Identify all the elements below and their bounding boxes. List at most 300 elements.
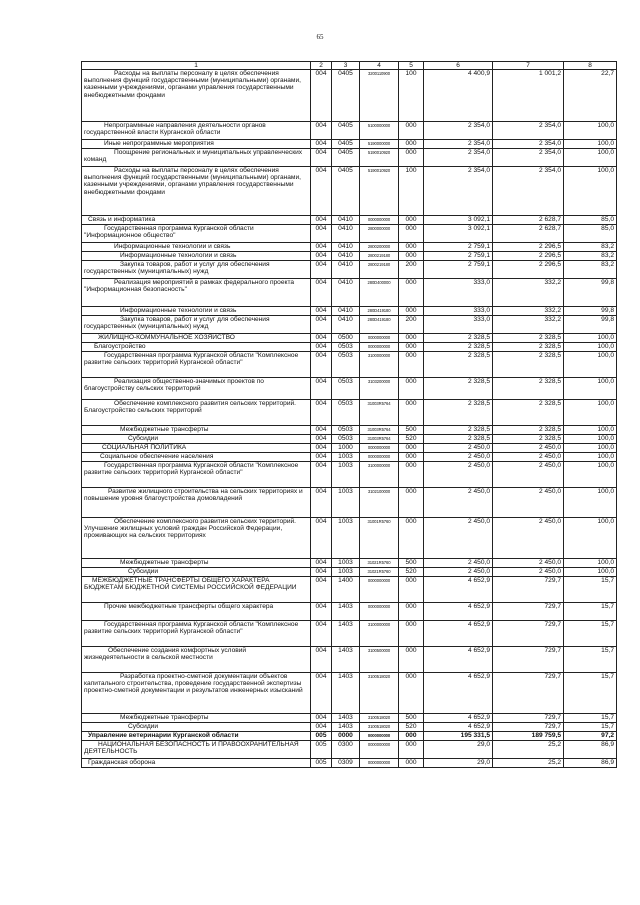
table-row (82, 352, 617, 378)
row-name-cell: Разработка проектно-сметной документации объектов капитального строительства, проведение государственной экспертизы проектно-сметной документации и результатов инженерных изысканий (82, 673, 311, 714)
actual-amount-cell: 25,2 (493, 759, 564, 768)
actual-amount-cell: 2 328,5 (493, 343, 564, 352)
planned-amount-cell: 2 354,0 (424, 167, 493, 216)
planned-amount-cell: 2 759,1 (424, 261, 493, 279)
row-name-cell: Субсидии (82, 568, 311, 577)
target-article-cell: 31003R5764 (360, 435, 399, 444)
row-name-cell: Государственная программа Курганской области "Комплексное развитие сельских территорий Курганской области" (82, 462, 311, 488)
section-code-cell: 0410 (332, 216, 360, 225)
admin-code-cell: 004 (311, 352, 332, 378)
table-row (82, 488, 617, 518)
table-row (82, 732, 617, 741)
section-code-cell: 0503 (332, 426, 360, 435)
row-name-cell: Иные непрограммные мероприятия (82, 140, 311, 149)
actual-amount-cell: 2 450,0 (493, 444, 564, 453)
section-code-cell: 1003 (332, 559, 360, 568)
planned-amount-cell: 2 328,5 (424, 352, 493, 378)
row-name-cell: Прочие межбюджетные трансферты общего характера (82, 603, 311, 621)
execution-percent-cell: 85,0 (564, 216, 617, 225)
header-cell: 1 (82, 62, 311, 70)
admin-code-cell: 004 (311, 122, 332, 140)
actual-amount-cell: 2 328,5 (493, 426, 564, 435)
actual-amount-cell: 2 450,0 (493, 488, 564, 518)
row-name-cell: Благоустройство (82, 343, 311, 352)
admin-code-cell: 004 (311, 307, 332, 316)
admin-code-cell: 004 (311, 343, 332, 352)
execution-percent-cell: 85,0 (564, 225, 617, 243)
target-article-cell: 3100518020 (360, 723, 399, 732)
table-row (82, 261, 617, 279)
actual-amount-cell: 2 450,0 (493, 559, 564, 568)
target-article-cell: 2800200000 (360, 243, 399, 252)
admin-code-cell: 004 (311, 435, 332, 444)
admin-code-cell: 004 (311, 518, 332, 559)
admin-code-cell: 005 (311, 732, 332, 741)
planned-amount-cell: 29,0 (424, 759, 493, 768)
row-name-cell: Субсидии (82, 435, 311, 444)
target-article-cell: 0000000000 (360, 453, 399, 462)
target-article-cell: 3100500000 (360, 647, 399, 673)
execution-percent-cell: 100,0 (564, 426, 617, 435)
expense-type-cell: 000 (399, 488, 424, 518)
actual-amount-cell: 189 759,5 (493, 732, 564, 741)
actual-amount-cell: 729,7 (493, 621, 564, 647)
target-article-cell: 2800219180 (360, 261, 399, 279)
table-row (82, 559, 617, 568)
actual-amount-cell: 2 450,0 (493, 453, 564, 462)
admin-code-cell: 004 (311, 378, 332, 400)
section-code-cell: 1403 (332, 621, 360, 647)
planned-amount-cell: 2 328,5 (424, 343, 493, 352)
table-row (82, 577, 617, 603)
expense-type-cell: 500 (399, 714, 424, 723)
row-name-cell: Поощрение региональных и муниципальных управленческих команд (82, 149, 311, 167)
execution-percent-cell: 100,0 (564, 343, 617, 352)
expense-type-cell: 000 (399, 621, 424, 647)
row-name-cell: Государственная программа Курганской области "Информационное общество" (82, 225, 311, 243)
execution-percent-cell: 15,7 (564, 714, 617, 723)
header-cell: 7 (493, 62, 564, 70)
table-row (82, 243, 617, 252)
section-code-cell: 1403 (332, 603, 360, 621)
row-name-cell: СОЦИАЛЬНАЯ ПОЛИТИКА (82, 444, 311, 453)
row-name-cell: НАЦИОНАЛЬНАЯ БЕЗОПАСНОСТЬ И ПРАВООХРАНИТЕЛЬНАЯ ДЕЯТЕЛЬНОСТЬ (82, 741, 311, 759)
row-name-cell: Расходы на выплаты персоналу в целях обеспечения выполнения функций государственными (муниципальными) органами, казенными учреждениями, органами управления государственными внебюджетными фондами (82, 70, 311, 122)
expense-type-cell: 000 (399, 122, 424, 140)
planned-amount-cell: 4 400,9 (424, 70, 493, 122)
expense-type-cell: 000 (399, 518, 424, 559)
target-article-cell: 31021R5760 (360, 559, 399, 568)
execution-percent-cell: 97,2 (564, 732, 617, 741)
admin-code-cell: 004 (311, 621, 332, 647)
admin-code-cell: 004 (311, 426, 332, 435)
row-name-cell: Непрограммные направления деятельности органов государственной власти Курганской области (82, 122, 311, 140)
target-article-cell: 31021R5760 (360, 568, 399, 577)
header-cell: 2 (311, 62, 332, 70)
section-code-cell: 0300 (332, 741, 360, 759)
actual-amount-cell: 729,7 (493, 647, 564, 673)
execution-percent-cell: 15,7 (564, 647, 617, 673)
planned-amount-cell: 2 450,0 (424, 453, 493, 462)
row-name-cell: Реализация мероприятий в рамках федерального проекта "Информационная безопасность" (82, 279, 311, 307)
expense-type-cell: 000 (399, 343, 424, 352)
expense-type-cell: 000 (399, 603, 424, 621)
execution-percent-cell: 100,0 (564, 140, 617, 149)
section-code-cell: 0503 (332, 435, 360, 444)
admin-code-cell: 004 (311, 225, 332, 243)
admin-code-cell: 005 (311, 741, 332, 759)
admin-code-cell: 004 (311, 714, 332, 723)
section-code-cell: 0405 (332, 70, 360, 122)
planned-amount-cell: 4 652,9 (424, 621, 493, 647)
target-article-cell: 3100000000 (360, 621, 399, 647)
row-name-cell: Межбюджетные трансферты (82, 559, 311, 568)
admin-code-cell: 004 (311, 488, 332, 518)
admin-code-cell: 004 (311, 559, 332, 568)
execution-percent-cell: 83,2 (564, 243, 617, 252)
section-code-cell: 0503 (332, 400, 360, 426)
target-article-cell: 5100000000 (360, 122, 399, 140)
planned-amount-cell: 4 652,9 (424, 577, 493, 603)
table-row (82, 307, 617, 316)
target-article-cell: 3100000000 (360, 352, 399, 378)
expense-type-cell: 000 (399, 225, 424, 243)
section-code-cell: 0309 (332, 759, 360, 768)
execution-percent-cell: 15,7 (564, 621, 617, 647)
actual-amount-cell: 729,7 (493, 673, 564, 714)
expense-type-cell: 000 (399, 279, 424, 307)
header-row (82, 62, 617, 70)
execution-percent-cell: 100,0 (564, 453, 617, 462)
execution-percent-cell: 100,0 (564, 400, 617, 426)
expense-type-cell: 000 (399, 140, 424, 149)
table-row (82, 122, 617, 140)
section-code-cell: 1003 (332, 488, 360, 518)
row-name-cell: Управление ветеринарии Курганской области (82, 732, 311, 741)
table-row (82, 444, 617, 453)
execution-percent-cell: 22,7 (564, 70, 617, 122)
admin-code-cell: 004 (311, 400, 332, 426)
section-code-cell: 1400 (332, 577, 360, 603)
planned-amount-cell: 333,0 (424, 316, 493, 334)
expense-type-cell: 000 (399, 378, 424, 400)
target-article-cell: 0000000000 (360, 732, 399, 741)
planned-amount-cell: 2 354,0 (424, 122, 493, 140)
planned-amount-cell: 4 652,9 (424, 714, 493, 723)
expense-type-cell: 000 (399, 307, 424, 316)
section-code-cell: 0410 (332, 307, 360, 316)
section-code-cell: 1003 (332, 462, 360, 488)
table-row (82, 252, 617, 261)
admin-code-cell: 004 (311, 70, 332, 122)
admin-code-cell: 004 (311, 568, 332, 577)
planned-amount-cell: 4 652,9 (424, 647, 493, 673)
expense-type-cell: 000 (399, 732, 424, 741)
planned-amount-cell: 4 652,9 (424, 723, 493, 732)
expense-type-cell: 000 (399, 444, 424, 453)
target-article-cell: 3102100000 (360, 488, 399, 518)
execution-percent-cell: 86,9 (564, 759, 617, 768)
planned-amount-cell: 3 092,1 (424, 216, 493, 225)
section-code-cell: 0410 (332, 316, 360, 334)
table-row (82, 225, 617, 243)
expense-type-cell: 000 (399, 741, 424, 759)
row-name-cell: Реализация общественно-значимых проектов по благоустройству сельских территорий (82, 378, 311, 400)
planned-amount-cell: 2 328,5 (424, 334, 493, 343)
admin-code-cell: 004 (311, 603, 332, 621)
row-name-cell: МЕЖБЮДЖЕТНЫЕ ТРАНСФЕРТЫ ОБЩЕГО ХАРАКТЕРА БЮДЖЕТАМ БЮДЖЕТНОЙ СИСТЕМЫ РОССИЙСКОЙ ФЕДЕРАЦИИ (82, 577, 311, 603)
target-article-cell: 2800219180 (360, 252, 399, 261)
actual-amount-cell: 2 328,5 (493, 352, 564, 378)
target-article-cell: 31003R5764 (360, 426, 399, 435)
planned-amount-cell: 4 652,9 (424, 673, 493, 714)
admin-code-cell: 004 (311, 140, 332, 149)
actual-amount-cell: 1 001,2 (493, 70, 564, 122)
planned-amount-cell: 29,0 (424, 741, 493, 759)
section-code-cell: 1403 (332, 714, 360, 723)
expense-type-cell: 200 (399, 316, 424, 334)
target-article-cell: 0000000000 (360, 577, 399, 603)
actual-amount-cell: 2 328,5 (493, 334, 564, 343)
expense-type-cell: 000 (399, 334, 424, 343)
actual-amount-cell: 332,2 (493, 316, 564, 334)
execution-percent-cell: 100,0 (564, 488, 617, 518)
execution-percent-cell: 86,9 (564, 741, 617, 759)
row-name-cell: Развитие жилищного строительства на сельских территориях и повышение уровня благоустройства домовладений (82, 488, 311, 518)
target-article-cell: 0000000000 (360, 759, 399, 768)
target-article-cell: 280D400000 (360, 279, 399, 307)
section-code-cell: 0405 (332, 149, 360, 167)
admin-code-cell: 004 (311, 261, 332, 279)
table-row (82, 673, 617, 714)
admin-code-cell: 004 (311, 316, 332, 334)
planned-amount-cell: 2 450,0 (424, 559, 493, 568)
planned-amount-cell: 2 328,5 (424, 426, 493, 435)
table-row (82, 279, 617, 307)
admin-code-cell: 004 (311, 444, 332, 453)
planned-amount-cell: 2 328,5 (424, 400, 493, 426)
table-row (82, 140, 617, 149)
expense-type-cell: 000 (399, 453, 424, 462)
execution-percent-cell: 99,8 (564, 307, 617, 316)
execution-percent-cell: 83,2 (564, 261, 617, 279)
row-name-cell: Государственная программа Курганской области "Комплексное развитие сельских территорий Курганской области" (82, 352, 311, 378)
planned-amount-cell: 2 328,5 (424, 378, 493, 400)
section-code-cell: 1003 (332, 453, 360, 462)
row-name-cell: ЖИЛИЩНО-КОММУНАЛЬНОЕ ХОЗЯЙСТВО (82, 334, 311, 343)
row-name-cell: Субсидии (82, 723, 311, 732)
admin-code-cell: 005 (311, 759, 332, 768)
actual-amount-cell: 25,2 (493, 741, 564, 759)
planned-amount-cell: 2 450,0 (424, 518, 493, 559)
actual-amount-cell: 729,7 (493, 714, 564, 723)
header-cell: 4 (360, 62, 399, 70)
section-code-cell: 0405 (332, 122, 360, 140)
expense-type-cell: 200 (399, 261, 424, 279)
target-article-cell: 5190000000 (360, 140, 399, 149)
admin-code-cell: 004 (311, 216, 332, 225)
table-row (82, 453, 617, 462)
actual-amount-cell: 729,7 (493, 603, 564, 621)
planned-amount-cell: 2 328,5 (424, 435, 493, 444)
actual-amount-cell: 2 296,5 (493, 252, 564, 261)
admin-code-cell: 004 (311, 149, 332, 167)
row-name-cell: Социальное обеспечение населения (82, 453, 311, 462)
planned-amount-cell: 2 450,0 (424, 488, 493, 518)
target-article-cell: 3103200000 (360, 378, 399, 400)
expense-type-cell: 100 (399, 70, 424, 122)
table-row (82, 568, 617, 577)
expense-type-cell: 500 (399, 426, 424, 435)
execution-percent-cell: 99,8 (564, 279, 617, 307)
actual-amount-cell: 2 328,5 (493, 400, 564, 426)
table-row (82, 400, 617, 426)
expense-type-cell: 000 (399, 400, 424, 426)
execution-percent-cell: 15,7 (564, 603, 617, 621)
actual-amount-cell: 2 354,0 (493, 122, 564, 140)
execution-percent-cell: 15,7 (564, 577, 617, 603)
table-row (82, 518, 617, 559)
actual-amount-cell: 2 628,7 (493, 225, 564, 243)
actual-amount-cell: 2 354,0 (493, 167, 564, 216)
target-article-cell: 3100000000 (360, 462, 399, 488)
target-article-cell: 31003R5764 (360, 400, 399, 426)
admin-code-cell: 004 (311, 453, 332, 462)
table-row (82, 70, 617, 122)
actual-amount-cell: 2 450,0 (493, 462, 564, 488)
expense-type-cell: 520 (399, 723, 424, 732)
target-article-cell: 3100518020 (360, 714, 399, 723)
expense-type-cell: 000 (399, 647, 424, 673)
expense-type-cell: 000 (399, 759, 424, 768)
section-code-cell: 0000 (332, 732, 360, 741)
table-row (82, 714, 617, 723)
table-row (82, 603, 617, 621)
table-row (82, 647, 617, 673)
table-row (82, 378, 617, 400)
expense-type-cell: 000 (399, 149, 424, 167)
planned-amount-cell: 2 354,0 (424, 149, 493, 167)
target-article-cell: 0000000000 (360, 603, 399, 621)
section-code-cell: 1003 (332, 518, 360, 559)
row-name-cell: Обеспечение комплексного развития сельских территорий. Благоустройство сельских территорий (82, 400, 311, 426)
target-article-cell: 0000000000 (360, 334, 399, 343)
table-row (82, 334, 617, 343)
section-code-cell: 0503 (332, 343, 360, 352)
table-row (82, 759, 617, 768)
target-article-cell: 3100518020 (360, 673, 399, 714)
row-name-cell: Обеспечение комплексного развития сельских территорий. Улучшение жилищных условий граждан Российской Федерации, проживающих на сельских территориях (82, 518, 311, 559)
expense-type-cell: 000 (399, 673, 424, 714)
admin-code-cell: 004 (311, 279, 332, 307)
section-code-cell: 0500 (332, 334, 360, 343)
actual-amount-cell: 2 450,0 (493, 568, 564, 577)
execution-percent-cell: 100,0 (564, 518, 617, 559)
actual-amount-cell: 2 296,5 (493, 243, 564, 252)
execution-percent-cell: 100,0 (564, 444, 617, 453)
actual-amount-cell: 332,2 (493, 307, 564, 316)
execution-percent-cell: 100,0 (564, 462, 617, 488)
planned-amount-cell: 2 450,0 (424, 462, 493, 488)
target-article-cell: 5190010920 (360, 167, 399, 216)
table-row (82, 741, 617, 759)
planned-amount-cell: 2 759,1 (424, 243, 493, 252)
expense-type-cell: 000 (399, 352, 424, 378)
actual-amount-cell: 2 628,7 (493, 216, 564, 225)
header-cell: 8 (564, 62, 617, 70)
execution-percent-cell: 100,0 (564, 167, 617, 216)
actual-amount-cell: 2 354,0 (493, 149, 564, 167)
admin-code-cell: 004 (311, 252, 332, 261)
section-code-cell: 0410 (332, 225, 360, 243)
target-article-cell: 2800000000 (360, 225, 399, 243)
target-article-cell: 0000000000 (360, 444, 399, 453)
planned-amount-cell: 3 092,1 (424, 225, 493, 243)
planned-amount-cell: 333,0 (424, 279, 493, 307)
section-code-cell: 1403 (332, 723, 360, 732)
execution-percent-cell: 100,0 (564, 378, 617, 400)
header-cell: 3 (332, 62, 360, 70)
execution-percent-cell: 15,7 (564, 723, 617, 732)
expense-type-cell: 000 (399, 243, 424, 252)
header-cell: 5 (399, 62, 424, 70)
planned-amount-cell: 2 354,0 (424, 140, 493, 149)
section-code-cell: 1403 (332, 673, 360, 714)
target-article-cell: 0000000000 (360, 343, 399, 352)
actual-amount-cell: 2 354,0 (493, 140, 564, 149)
admin-code-cell: 004 (311, 167, 332, 216)
row-name-cell: Обеспечение создания комфортных условий жизнедеятельности в сельской местности (82, 647, 311, 673)
actual-amount-cell: 2 296,5 (493, 261, 564, 279)
expense-type-cell: 520 (399, 568, 424, 577)
actual-amount-cell: 2 450,0 (493, 518, 564, 559)
execution-percent-cell: 100,0 (564, 122, 617, 140)
header-cell: 6 (424, 62, 493, 70)
execution-percent-cell: 15,7 (564, 673, 617, 714)
table-row (82, 167, 617, 216)
planned-amount-cell: 333,0 (424, 307, 493, 316)
row-name-cell: Информационные технологии и связь (82, 307, 311, 316)
row-name-cell: Информационные технологии и связь (82, 252, 311, 261)
target-article-cell: 5190010920 (360, 149, 399, 167)
expense-type-cell: 520 (399, 435, 424, 444)
execution-percent-cell: 83,2 (564, 252, 617, 261)
table-row (82, 462, 617, 488)
row-name-cell: Связь и информатика (82, 216, 311, 225)
execution-percent-cell: 100,0 (564, 352, 617, 378)
target-article-cell: 3200110900 (360, 70, 399, 122)
section-code-cell: 0410 (332, 252, 360, 261)
row-name-cell: Межбюджетные трансферты (82, 714, 311, 723)
section-code-cell: 0410 (332, 279, 360, 307)
target-article-cell: 0000000000 (360, 216, 399, 225)
execution-percent-cell: 99,8 (564, 316, 617, 334)
planned-amount-cell: 4 652,9 (424, 603, 493, 621)
expense-type-cell: 000 (399, 577, 424, 603)
table-row (82, 343, 617, 352)
section-code-cell: 0405 (332, 140, 360, 149)
admin-code-cell: 004 (311, 243, 332, 252)
admin-code-cell: 004 (311, 647, 332, 673)
planned-amount-cell: 2 450,0 (424, 444, 493, 453)
admin-code-cell: 004 (311, 577, 332, 603)
actual-amount-cell: 332,2 (493, 279, 564, 307)
actual-amount-cell: 2 328,5 (493, 435, 564, 444)
admin-code-cell: 004 (311, 334, 332, 343)
planned-amount-cell: 2 759,1 (424, 252, 493, 261)
target-article-cell: 31001R5760 (360, 518, 399, 559)
row-name-cell: Закупка товаров, работ и услуг для обеспечения государственных (муниципальных) нужд (82, 316, 311, 334)
